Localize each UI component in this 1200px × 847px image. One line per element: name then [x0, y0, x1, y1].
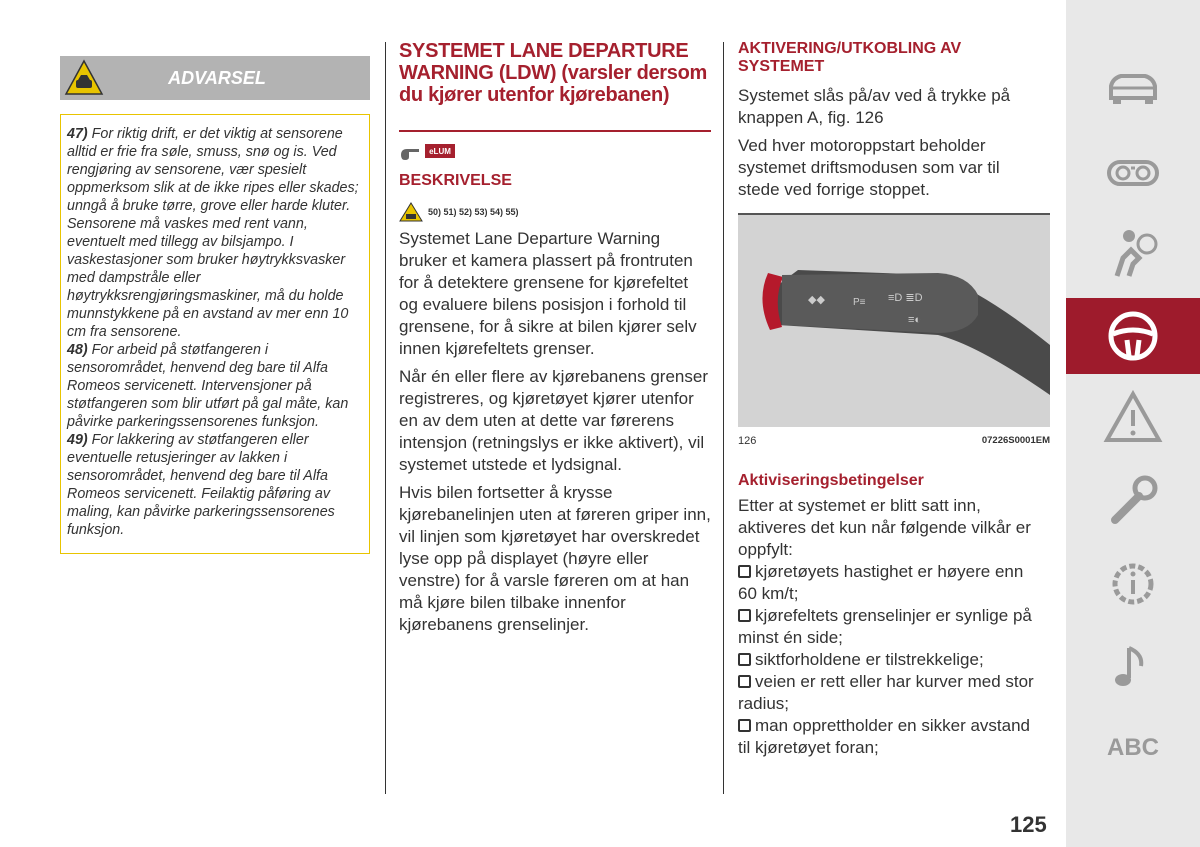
- nav-technical-data[interactable]: [1066, 546, 1200, 622]
- svg-text:≡D ≣D: ≡D ≣D: [888, 292, 923, 304]
- checkbox-bullet-icon: [738, 653, 751, 666]
- condition-item: siktforholdene er tilstrekkelige;: [738, 649, 1038, 671]
- section-title: SYSTEMET LANE DEPARTURE WARNING (LDW) (varsler dersom du kjører utenfor kjørebanen): [399, 40, 708, 106]
- figure-number: 126: [738, 435, 757, 447]
- chapter-sidebar: [1066, 0, 1200, 847]
- lighting-stalk-image: [738, 215, 1050, 427]
- column-divider: [385, 42, 386, 794]
- airbag-icon: [1103, 222, 1163, 282]
- checkbox-bullet-icon: [738, 565, 751, 578]
- svg-text:P≡: P≡: [853, 297, 866, 308]
- warning-item-48: 48) For arbeid på støtfangeren i sensorområdet, henvend deg bare til Alfa Romeos servicenett. Intervensjoner på støtfangeren som blir utført på gal måte, kan påvirke parkeringssensorenes funksjon.: [67, 342, 349, 430]
- column-divider: [723, 42, 724, 794]
- steering-wheel-icon: [1103, 306, 1163, 366]
- figure-126: [738, 213, 1050, 453]
- info-gear-icon: [1103, 554, 1163, 614]
- index-label: ABC: [1107, 734, 1159, 761]
- hand-pointer-icon: [399, 143, 457, 161]
- condition-item: veien er rett eller har kurver med stor radius;: [738, 672, 1034, 713]
- warning-car-icon: [64, 58, 104, 98]
- page-number: 125: [1010, 812, 1047, 837]
- nav-airbag[interactable]: [1066, 214, 1200, 290]
- description-body: [399, 228, 711, 642]
- checkbox-bullet-icon: [738, 719, 751, 732]
- paragraph: Systemet slås på/av ved å trykke på knappen A, fig. 126: [738, 86, 1011, 127]
- conditions-intro: Etter at systemet er blitt satt inn, aktiveres det kun når følgende vilkår er oppfylt:: [738, 496, 1031, 559]
- title-rule: [399, 130, 711, 132]
- paragraph: Ved hver motoroppstart beholder systemet driftsmodusen som var til stede ved forrige stoppet.: [738, 136, 1000, 199]
- refs-text: 50) 51) 52) 53) 54) 55): [428, 207, 519, 217]
- paragraph: Hvis bilen fortsetter å krysse kjørebanelinjen uten at føreren griper inn, vil linjen som kjøretøyet har overskredet lyse opp på displayet (høyre eller venstre) for å varsle føreren om at han må kjøre bilen tilbake innenfor kjørebanens grenselinjer.: [399, 483, 711, 634]
- activation-title: AKTIVERING/UTKOBLING AV SYSTEMET: [738, 40, 962, 75]
- paragraph: Systemet Lane Departure Warning bruker et kamera plassert på frontruten for å detektere grensene for kjørefeltet og evaluere bilens posisjon i forhold til grensene, for å sikre at bilen kjører selv innen kjørefeltets grenser.: [399, 229, 697, 358]
- music-note-icon: [1103, 636, 1163, 696]
- nav-car[interactable]: [1066, 50, 1200, 126]
- nav-index[interactable]: [1066, 710, 1200, 786]
- svg-text:≡◐: ≡◐: [908, 314, 922, 326]
- condition-item: man opprettholder en sikker avstand til kjøretøyet foran;: [738, 716, 1030, 757]
- warning-item-47: 47) For riktig drift, er det viktig at sensorene alltid er frie fra søle, smuss, snø og is. Ved rengjøring av sensorene, vær spesielt oppmerksom slik at de ikke ripes eller skades; unngå å bruke tørre, grove eller harde kluter. Sensorene må vaskes med rent vann, eventuelt med tillegg av bilsjampo. I vaskestasjoner som bruker høytrykksvasker med dampstråle eller høytrykksrengjøringsmaskiner, må du holde munnstykkene på en avstand av mer enn 10 cm fra sensorene.: [67, 126, 359, 340]
- nav-dashboard[interactable]: [1066, 134, 1200, 210]
- warning-title: ADVARSEL: [168, 67, 266, 88]
- svg-text:◆◆: ◆◆: [808, 294, 825, 306]
- paragraph: Når én eller flere av kjørebanens grenser registreres, og kjøretøyet kjører utenfor en av dem uten at dette var førerens intensjon (retningslys er ikke aktivert), vil systemet utstede et lydsignal.: [399, 367, 708, 474]
- refs-row: [399, 202, 519, 222]
- warning-ref-icon: [399, 202, 423, 222]
- warning-item-49: 49) For lakkering av støtfangeren eller eventuelle retusjeringer av lakken i sensorområdet, henvend deg bare til Alfa Romeos servicenett. Feilaktig påføring av maling, kan påvirke parkeringssensorenes funksjon.: [67, 432, 335, 538]
- section-heading: BESKRIVELSE: [399, 172, 512, 189]
- condition-item: kjørefeltets grenselinjer er synlige på minst én side;: [738, 606, 1032, 647]
- warning-box: [60, 114, 370, 554]
- checkbox-bullet-icon: [738, 675, 751, 688]
- condition-item: kjøretøyets hastighet er høyere enn 60 km/t;: [738, 562, 1024, 603]
- dashboard-icon: [1103, 142, 1163, 202]
- nav-multimedia[interactable]: [1066, 628, 1200, 704]
- elum-badge-row: [399, 143, 457, 166]
- nav-maintenance[interactable]: [1066, 462, 1200, 538]
- warning-header: [60, 56, 370, 100]
- checkbox-bullet-icon: [738, 609, 751, 622]
- nav-steering-wheel[interactable]: [1066, 298, 1200, 374]
- stalk-illustration: [738, 213, 1050, 427]
- figure-code: 07226S0001EM: [981, 435, 1050, 446]
- conditions-body: [738, 495, 1038, 759]
- subsection-heading: Aktiviseringsbetingelser: [738, 472, 924, 489]
- nav-warning[interactable]: [1066, 380, 1200, 456]
- car-icon: [1103, 58, 1163, 118]
- warning-icon: [1103, 388, 1163, 448]
- elum-badge: eLUM: [429, 147, 451, 156]
- activation-body: [738, 85, 1038, 207]
- wrench-icon: [1103, 470, 1163, 530]
- figure-caption: [738, 435, 1050, 447]
